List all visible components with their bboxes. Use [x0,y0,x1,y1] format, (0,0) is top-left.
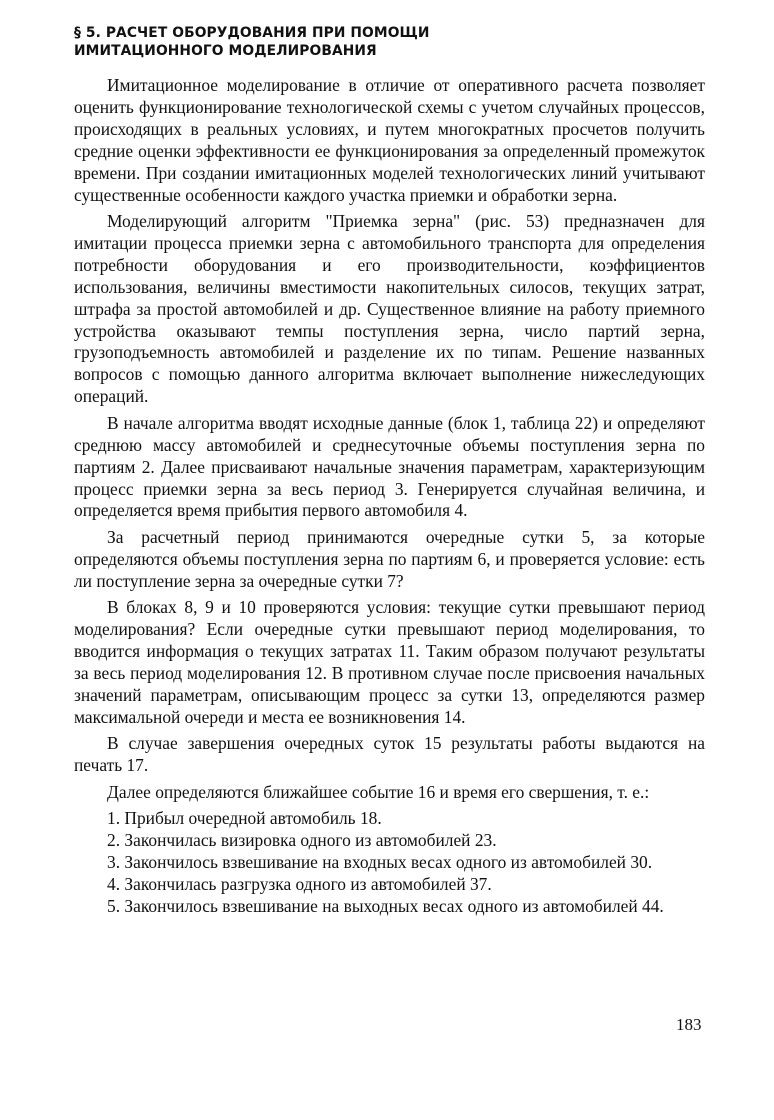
section-heading [74,24,674,60]
section-heading-line-2: ИМИТАЦИОННОГО МОДЕЛИРОВАНИЯ [74,43,377,59]
paragraph-next-event: Далее определяются ближайшее событие 16 и время его свершения, т. е.: [107,781,650,802]
section-heading-line-1: § 5. РАСЧЕТ ОБОРУДОВАНИЯ ПРИ ПОМОЩИ [74,25,430,41]
paragraph-input-data: В начале алгоритма вводят исходные данные (блок 1, таблица 22) и определяют среднюю массу автомобилей и среднесуточные объемы поступления зерна по партиям 2. Далее присваивают начальные значения параметрам, характеризующим процесс приемки зерна за весь период 3. Генерируется случайная величина, и определяется время прибытия первого автомобиля 4. [74,412,705,521]
list-item: 4. Закончилась разгрузка одного из автомобилей 37. [107,873,492,894]
body-text [74,75,705,918]
paragraph-algorithm: Моделирующий алгоритм "Приемка зерна" (рис. 53) предназначен для имитации процесса приемки зерна с автомобильного транспорта для определения потребности оборудования и его производительности, коэффициентов использования, величины вместимости накопительных силосов, текущих затрат, штрафа за простой автомобилей и др. Существенное влияние на работу приемного устройства оказывают темпы поступления зерна, число партий зерна, грузоподъемность автомобилей и разделение их по типам. Решение названных вопросов с помощью данного алгоритма включает выполнение нижеследующих операций. [74,211,705,407]
paragraph-print-results: В случае завершения очередных суток 15 результаты работы выдаются на печать 17. [74,733,705,776]
paragraph-daily-period: За расчетный период принимаются очередные сутки 5, за которые определяются объемы поступления зерна по партиям 6, и проверяется условие: есть ли поступление зерна за очередные сутки 7? [74,526,705,591]
paragraph-conditions: В блоках 8, 9 и 10 проверяются условия: текущие сутки превышают период моделирования? Если очередные сутки превышают период моделирования, то вводится информация о текущих затратах 11. Таким образом получают результаты за весь период моделирования 12. В противном случае после присвоения начальных значений параметрам, описывающим процесс за сутки 13, определяются размер максимальной очереди и места ее возникновения 14. [74,597,705,727]
list-item: 3. Закончилось взвешивание на входных весах одного из автомобилей 30. [107,851,653,872]
list-item: 5. Закончилось взвешивание на выходных весах одного из автомобилей 44. [107,895,664,916]
paragraph-intro: Имитационное моделирование в отличие от оперативного расчета позволяет оценить функционирование технологической схемы с учетом случайных процессов, происходящих в реальных условиях, и путем многократных просчетов получить средние оценки эффективности ее функционирования за определенный промежуток времени. При создании имитационных моделей технологических линий учитывают существенные особенности каждого участка приемки и обработки зерна. [74,75,705,205]
page-number: 183 [676,1015,702,1034]
list-item: 1. Прибыл очередной автомобиль 18. [107,808,382,829]
list-item: 2. Закончилась визировка одного из автомобилей 23. [107,830,497,851]
